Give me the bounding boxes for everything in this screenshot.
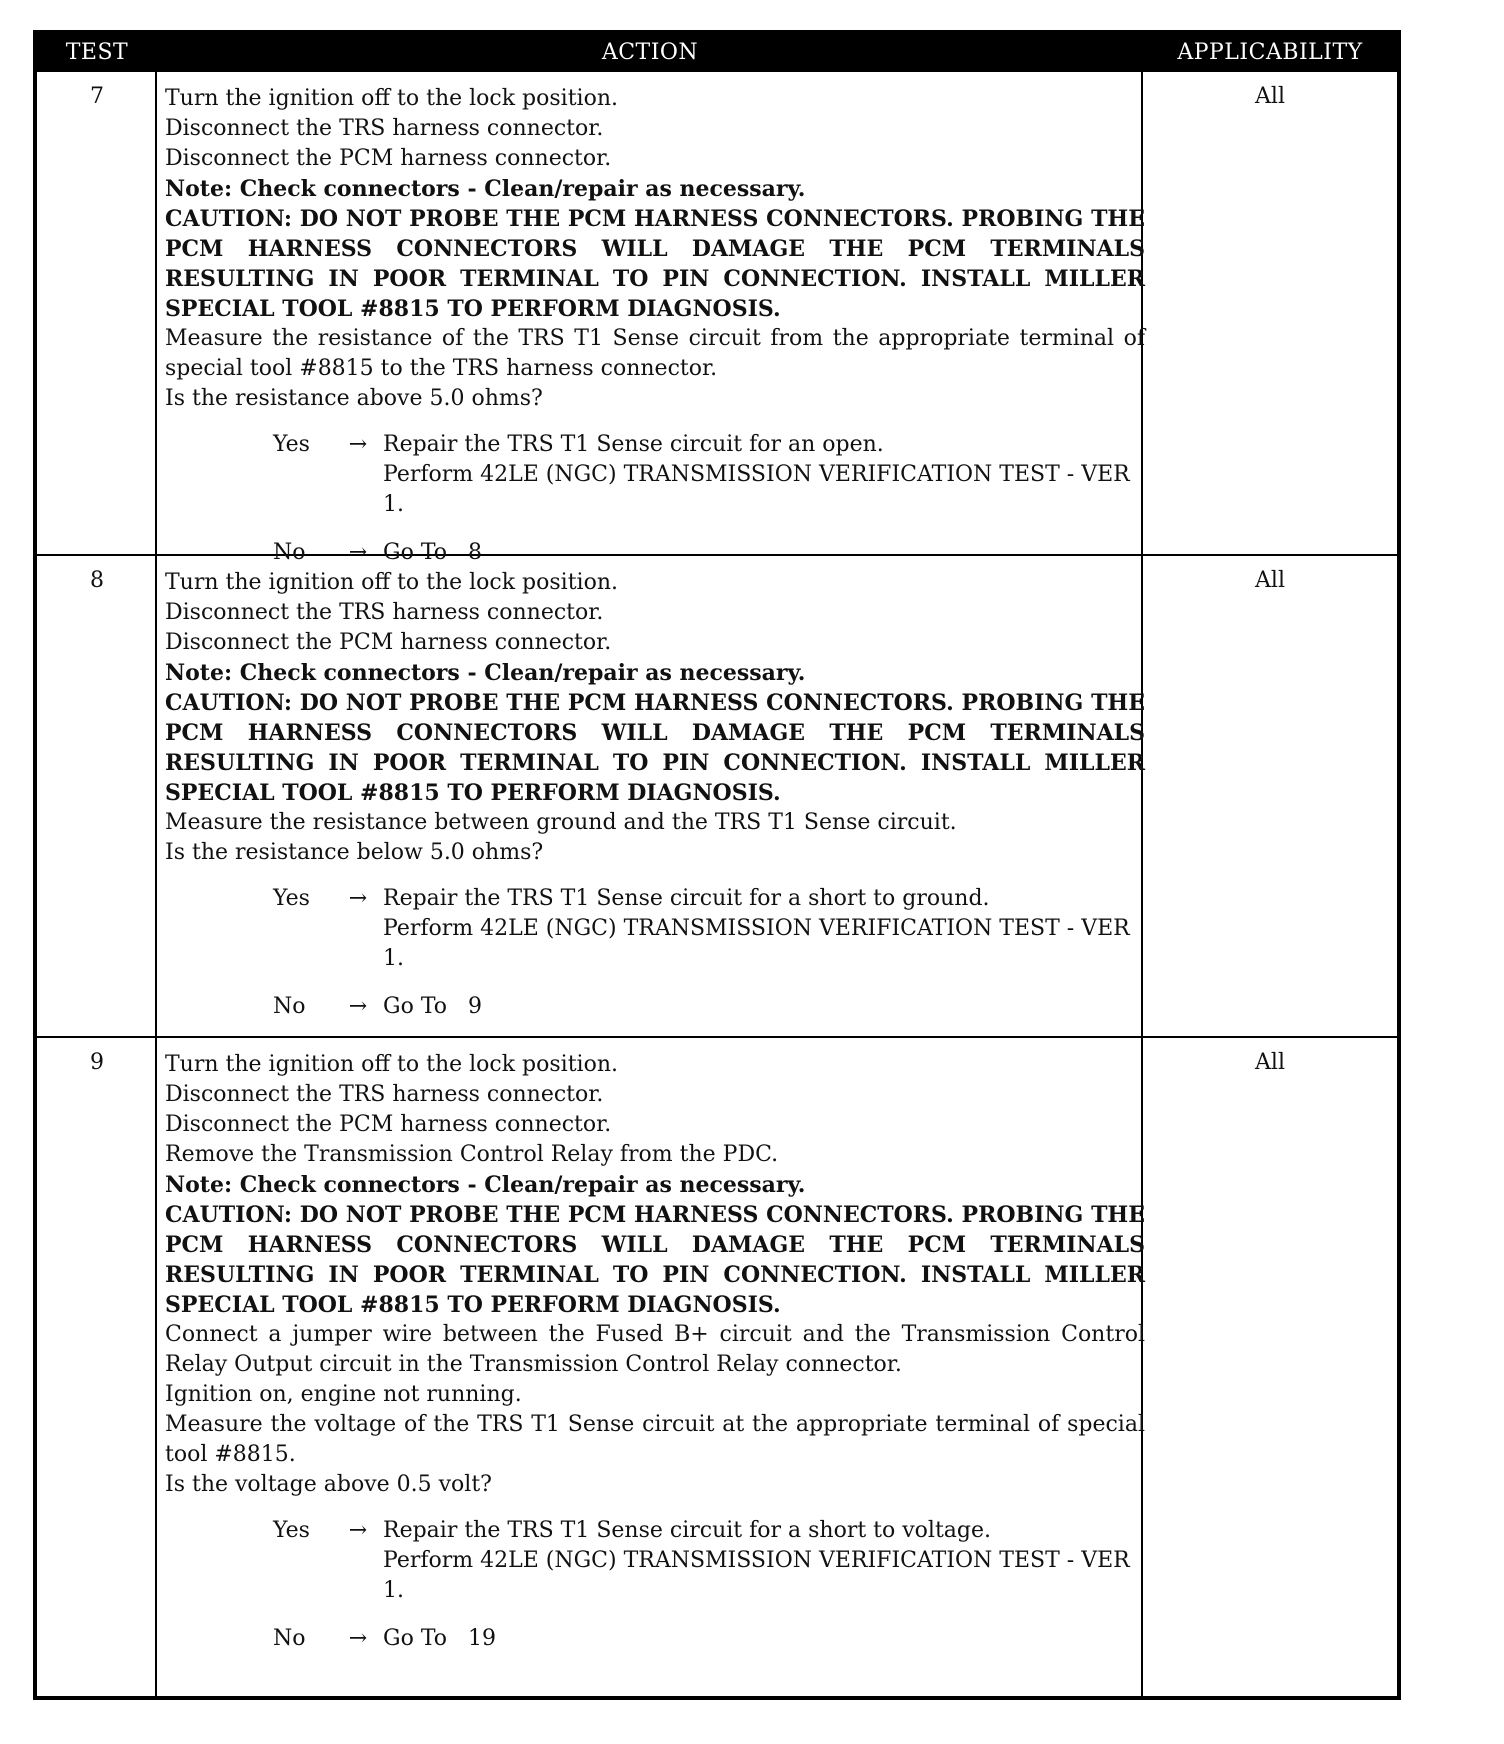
test-number: 8: [90, 568, 104, 593]
question-text: Is the voltage above 0.5 volt?: [165, 1472, 492, 1497]
yes-action: Repair the TRS T1 Sense circuit for a short to ground.: [383, 886, 990, 911]
step-text: Disconnect the TRS harness connector.: [165, 600, 604, 625]
step-text: Turn the ignition off to the lock position.: [165, 570, 618, 595]
measure-text: Measure the resistance of the TRS T1 Sense circuit from the appropriate terminal of special tool #8815 to the TRS harness connector.: [165, 326, 1145, 381]
note-text: Note: Check connectors - Clean/repair as necessary.: [165, 660, 806, 686]
yes-verification: Perform 42LE (NGC) TRANSMISSION VERIFICATION TEST - VER 1.: [383, 1548, 1130, 1603]
diagnostic-table: [33, 30, 1401, 1700]
yes-action: Repair the TRS T1 Sense circuit for an open.: [383, 432, 884, 457]
measure-text: Measure the voltage of the TRS T1 Sense circuit at the appropriate terminal of special tool #8815.: [165, 1412, 1145, 1467]
step-text: Disconnect the PCM harness connector.: [165, 146, 612, 171]
table-row: [37, 556, 1397, 1036]
step-text: Disconnect the TRS harness connector.: [165, 1082, 604, 1107]
header-action: ACTION: [601, 40, 699, 65]
no-label: No: [273, 540, 306, 565]
step-text: Disconnect the PCM harness connector.: [165, 630, 612, 655]
caution-text: CAUTION: DO NOT PROBE THE PCM HARNESS CONNECTORS. PROBING THE PCM HARNESS CONNECTORS WILL DAMAGE THE PCM TERMINALS RESULTING IN POOR TERMINAL TO PIN CONNECTION. INSTALL MILLER SPECIAL TOOL #8815 TO PERFORM DIAGNOSIS.: [165, 1202, 1145, 1318]
question-text: Is the resistance above 5.0 ohms?: [165, 386, 543, 411]
action-cell: [165, 84, 1145, 568]
header-applicability: APPLICABILITY: [1177, 40, 1363, 65]
caution-text: CAUTION: DO NOT PROBE THE PCM HARNESS CONNECTORS. PROBING THE PCM HARNESS CONNECTORS WILL DAMAGE THE PCM TERMINALS RESULTING IN POOR TERMINAL TO PIN CONNECTION. INSTALL MILLER SPECIAL TOOL #8815 TO PERFORM DIAGNOSIS.: [165, 206, 1145, 322]
no-label: No: [273, 994, 306, 1019]
step-text: Turn the ignition off to the lock position.: [165, 86, 618, 111]
no-label: No: [273, 1626, 306, 1651]
no-action: Go To 8: [383, 540, 482, 565]
caution-text: CAUTION: DO NOT PROBE THE PCM HARNESS CONNECTORS. PROBING THE PCM HARNESS CONNECTORS WILL DAMAGE THE PCM TERMINALS RESULTING IN POOR TERMINAL TO PIN CONNECTION. INSTALL MILLER SPECIAL TOOL #8815 TO PERFORM DIAGNOSIS.: [165, 690, 1145, 806]
measure-text: Measure the resistance between ground and the TRS T1 Sense circuit.: [165, 810, 957, 835]
note-text: Note: Check connectors - Clean/repair as necessary.: [165, 1172, 806, 1198]
header-test: TEST: [65, 40, 129, 65]
arrow-icon: →: [348, 540, 368, 565]
yes-verification: Perform 42LE (NGC) TRANSMISSION VERIFICATION TEST - VER 1.: [383, 916, 1130, 971]
arrow-icon: →: [348, 886, 368, 911]
table-header: [37, 34, 1397, 72]
table-row: [37, 72, 1397, 565]
arrow-icon: →: [348, 1518, 368, 1543]
no-branch: [273, 1624, 1145, 1654]
no-action: Go To 9: [383, 994, 482, 1019]
yes-verification: Perform 42LE (NGC) TRANSMISSION VERIFICATION TEST - VER 1.: [383, 462, 1130, 517]
note-text: Note: Check connectors - Clean/repair as necessary.: [165, 176, 806, 202]
action-cell: [165, 568, 1145, 1022]
question-text: Is the resistance below 5.0 ohms?: [165, 840, 544, 865]
no-branch: [273, 992, 1145, 1022]
applicability-cell: All: [1255, 84, 1285, 109]
yes-label: Yes: [273, 886, 310, 911]
test-number: 9: [90, 1050, 104, 1075]
ignition-text: Ignition on, engine not running.: [165, 1382, 522, 1407]
yes-branch: [273, 1516, 1145, 1606]
step-text: Disconnect the TRS harness connector.: [165, 116, 604, 141]
yes-label: Yes: [273, 1518, 310, 1543]
yes-action: Repair the TRS T1 Sense circuit for a short to voltage.: [383, 1518, 992, 1543]
arrow-icon: →: [348, 432, 368, 457]
table-row: [37, 1038, 1397, 1698]
step-text: Remove the Transmission Control Relay from the PDC.: [165, 1142, 779, 1167]
yes-label: Yes: [273, 432, 310, 457]
no-action: Go To 19: [383, 1626, 496, 1651]
applicability-cell: All: [1255, 1050, 1285, 1075]
action-cell: [165, 1050, 1145, 1654]
applicability-cell: All: [1255, 568, 1285, 593]
step-text: Turn the ignition off to the lock position.: [165, 1052, 618, 1077]
yes-branch: [273, 884, 1145, 974]
test-number: 7: [90, 84, 104, 109]
arrow-icon: →: [348, 1626, 368, 1651]
step-text: Disconnect the PCM harness connector.: [165, 1112, 612, 1137]
arrow-icon: →: [348, 994, 368, 1019]
connect-text: Connect a jumper wire between the Fused B+ circuit and the Transmission Control Relay Output circuit in the Transmission Control Relay connector.: [165, 1322, 1145, 1377]
yes-branch: [273, 430, 1145, 520]
